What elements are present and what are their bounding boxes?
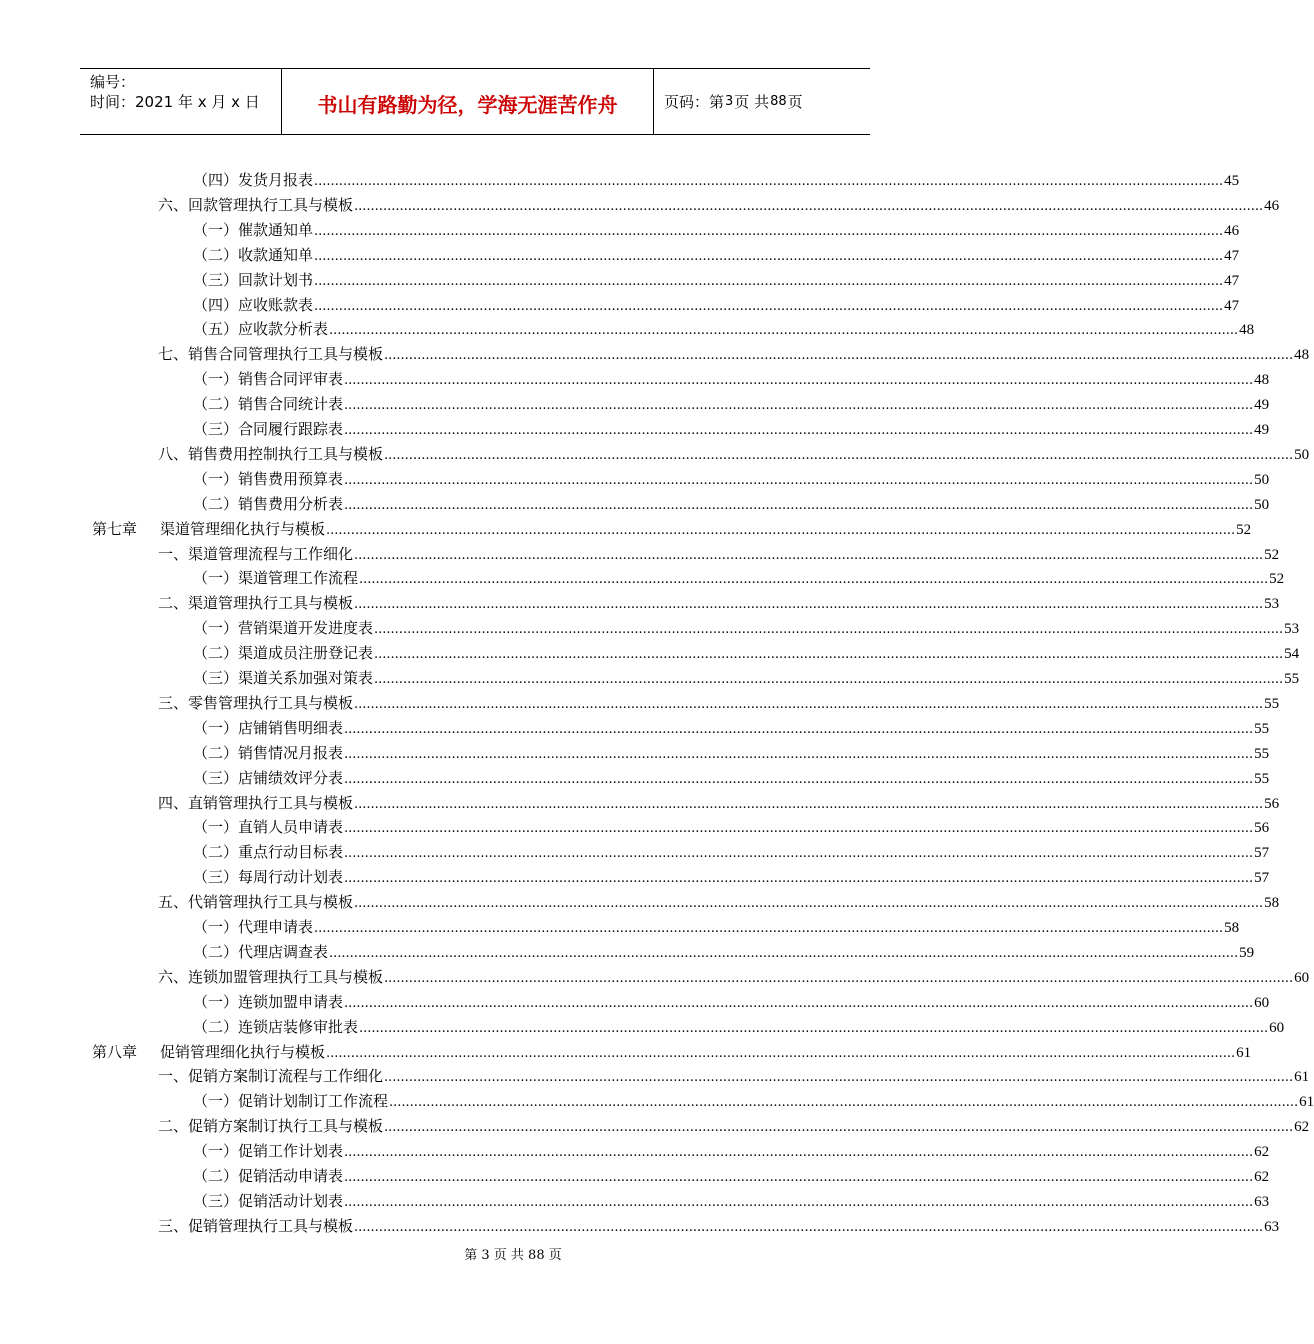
toc-entry[interactable] (193, 293, 1240, 317)
toc-page-number: 59 (1239, 944, 1255, 961)
toc-dot-leader: ............................................................................................................................................................................................................................ (329, 945, 1239, 961)
toc-entry-label: （二）销售合同统计表 (193, 395, 344, 414)
toc-page-number: 57 (1254, 845, 1270, 862)
toc-dot-leader: ............................................................................................................................................................................................................................ (326, 522, 1236, 538)
toc-entry[interactable] (193, 1089, 1314, 1113)
toc-entry-label: （一）店铺销售明细表 (193, 718, 344, 737)
toc-page-number: 60 (1254, 994, 1270, 1011)
toc-entry-title (193, 1089, 388, 1113)
toc-entry-title (193, 616, 373, 640)
page-total: 88 (770, 94, 787, 109)
toc-dot-leader: ............................................................................................................................................................................................................................ (354, 696, 1264, 712)
toc-entry[interactable] (193, 417, 1270, 441)
toc-entry-title (193, 467, 343, 491)
toc-entry-label: 四、直销管理执行工具与模板 (158, 793, 354, 812)
toc-page-number: 49 (1254, 422, 1270, 438)
toc-page-number: 54 (1284, 646, 1300, 663)
toc-page-number: 48 (1294, 347, 1310, 364)
toc-entry-label: （二）促销活动申请表 (193, 1167, 344, 1185)
toc-entry[interactable] (193, 566, 1285, 590)
toc-entry-title (158, 791, 353, 815)
toc-dot-leader: ............................................................................................................................................................................................................................ (344, 871, 1254, 887)
toc-entry[interactable] (193, 218, 1240, 242)
toc-entry[interactable] (158, 342, 1310, 366)
toc-entry-title (193, 741, 343, 765)
toc-entry-title (193, 268, 313, 292)
toc-entry-label: 三、零售管理执行工具与模板 (158, 693, 354, 712)
toc-entry-title (193, 815, 343, 839)
toc-page-number: 63 (1264, 1218, 1280, 1235)
toc-entry-title (193, 218, 313, 242)
toc-entry[interactable] (193, 168, 1240, 192)
toc-dot-leader: ............................................................................................................................................................................................................................ (344, 398, 1254, 414)
toc-entry-title (193, 865, 343, 889)
toc-entry-title (193, 566, 358, 590)
toc-page-number: 58 (1224, 920, 1240, 936)
toc-entry[interactable] (158, 1114, 1310, 1138)
toc-page-number: 56 (1254, 820, 1270, 837)
toc-entry-title (193, 1139, 343, 1163)
page-footer: 第 3 页 共 88 页 (464, 1248, 562, 1263)
toc-entry-title (158, 691, 353, 715)
toc-entry-label: 五、代销管理执行工具与模板 (158, 893, 354, 912)
toc-page-number: 56 (1264, 795, 1280, 812)
toc-dot-leader: ............................................................................................................................................................................................................................ (344, 746, 1254, 762)
toc-entry-title (193, 940, 328, 964)
toc-entry-label: （二）渠道成员注册登记表 (193, 644, 374, 663)
toc-entry-label: （一）直销人员申请表 (193, 818, 344, 837)
toc-entry[interactable] (193, 716, 1270, 740)
toc-entry-label: （一）催款通知单 (193, 220, 314, 239)
document-number-label: 编号： (90, 73, 136, 91)
toc-entry-label: 一、渠道管理流程与工作细化 (158, 544, 354, 563)
page-middle: 页 共 (734, 93, 770, 111)
toc-entry-title (193, 293, 313, 317)
toc-entry-label: （四）发货月报表 (193, 171, 314, 189)
toc-entry-label: （一）连锁加盟申请表 (193, 992, 344, 1011)
toc-dot-leader: ............................................................................................................................................................................................................................ (384, 1120, 1294, 1136)
toc-entry-label: （三）促销活动计划表 (193, 1191, 344, 1210)
toc-dot-leader: ............................................................................................................................................................................................................................ (314, 248, 1224, 264)
toc-page-number: 49 (1254, 397, 1270, 414)
toc-entry[interactable] (158, 591, 1280, 615)
toc-entry[interactable] (193, 766, 1270, 790)
toc-entry-title (158, 1064, 383, 1088)
toc-page-number: 48 (1239, 322, 1255, 339)
toc-dot-leader: ............................................................................................................................................................................................................................ (389, 1095, 1299, 1111)
toc-entry-label: （二）连锁店装修审批表 (193, 1017, 359, 1036)
toc-dot-leader: ............................................................................................................................................................................................................................ (354, 896, 1264, 912)
toc-page-number: 46 (1224, 222, 1240, 239)
toc-entry-label: （一）营销渠道开发进度表 (193, 619, 374, 638)
toc-page-number: 60 (1294, 969, 1310, 986)
toc-page-number: 46 (1264, 197, 1280, 214)
toc-entry-title (158, 965, 383, 989)
toc-entry[interactable] (158, 542, 1280, 566)
toc-entry-title (193, 168, 313, 192)
toc-page-number: 60 (1269, 1019, 1285, 1036)
toc-entry[interactable] (193, 1139, 1270, 1163)
toc-page-number: 55 (1264, 695, 1280, 712)
toc-entry-label: （三）回款计划书 (193, 270, 314, 289)
toc-chapter-number: 第七章 (92, 519, 138, 538)
toc-entry-label: 八、销售费用控制执行工具与模板 (158, 444, 384, 463)
toc-page-number: 47 (1224, 272, 1240, 289)
toc-entry-title (92, 517, 325, 541)
toc-entry-title (193, 716, 343, 740)
toc-dot-leader: ............................................................................................................................................................................................................................ (374, 622, 1284, 638)
toc-entry[interactable] (193, 317, 1255, 341)
toc-dot-leader: ............................................................................................................................................................................................................................ (344, 1194, 1254, 1210)
toc-entry-label: （一）代理申请表 (193, 918, 314, 936)
toc-entry-title (193, 915, 313, 939)
toc-dot-leader: ............................................................................................................................................................................................................................ (344, 423, 1254, 438)
toc-page-number: 55 (1254, 720, 1270, 737)
toc-entry-title (193, 766, 343, 790)
toc-entry-label: （一）促销计划制订工作流程 (193, 1092, 389, 1111)
toc-page-number: 45 (1224, 173, 1240, 189)
toc-entry[interactable] (193, 915, 1240, 939)
toc-page-number: 53 (1284, 621, 1300, 638)
toc-entry[interactable] (193, 492, 1270, 516)
toc-dot-leader: ............................................................................................................................................................................................................................ (344, 1170, 1254, 1185)
toc-dot-leader: ............................................................................................................................................................................................................................ (326, 1045, 1236, 1061)
toc-entry-label: 二、促销方案制订执行工具与模板 (158, 1117, 384, 1136)
toc-entry-label: （五）应收款分析表 (193, 320, 329, 339)
toc-dot-leader: ............................................................................................................................................................................................................................ (359, 572, 1269, 588)
toc-entry-label: （一）渠道管理工作流程 (193, 569, 359, 588)
toc-entry-title (193, 1189, 343, 1213)
toc-entry[interactable] (193, 616, 1300, 640)
toc-page-number: 63 (1254, 1193, 1270, 1210)
toc-chapter-number: 第八章 (92, 1042, 138, 1061)
toc-entry-label: （二）代理店调查表 (193, 942, 329, 961)
toc-entry-title (193, 317, 328, 341)
toc-entry-title (193, 492, 343, 516)
toc-entry-label: 二、渠道管理执行工具与模板 (158, 594, 354, 613)
toc-entry[interactable] (193, 666, 1300, 690)
toc-dot-leader: ............................................................................................................................................................................................................................ (354, 597, 1264, 613)
toc-entry-label: （二）销售费用分析表 (193, 494, 344, 513)
toc-dot-leader: ............................................................................................................................................................................................................................ (354, 547, 1264, 563)
toc-entry-label: （三）合同履行跟踪表 (193, 420, 344, 438)
toc-entry-title (158, 542, 353, 566)
toc-entry-label: （一）销售费用预算表 (193, 469, 344, 488)
toc-dot-leader: ............................................................................................................................................................................................................................ (314, 223, 1224, 239)
toc-dot-leader: ............................................................................................................................................................................................................................ (374, 672, 1284, 687)
toc-page-number: 55 (1254, 745, 1270, 762)
toc-entry[interactable] (193, 741, 1270, 765)
document-time-label: 时间：2021 年 x 月 x 日 (90, 93, 260, 111)
toc-entry[interactable] (193, 243, 1240, 267)
toc-dot-leader: ............................................................................................................................................................................................................................ (354, 796, 1264, 812)
toc-page-number: 62 (1254, 1169, 1270, 1185)
toc-page-number: 61 (1299, 1094, 1314, 1111)
toc-entry[interactable] (158, 691, 1280, 715)
toc-entry-label: （二）收款通知单 (193, 245, 314, 264)
toc-entry-title (158, 342, 383, 366)
toc-dot-leader: ............................................................................................................................................................................................................................ (384, 348, 1294, 364)
toc-dot-leader: ............................................................................................................................................................................................................................ (354, 1219, 1264, 1235)
toc-dot-leader: ............................................................................................................................................................................................................................ (344, 721, 1254, 737)
toc-entry[interactable] (193, 1164, 1270, 1188)
toc-page-number: 61 (1294, 1069, 1310, 1086)
toc-entry[interactable] (158, 791, 1280, 815)
toc-dot-leader: ............................................................................................................................................................................................................................ (314, 174, 1224, 189)
toc-entry-label: （三）渠道关系加强对策表 (193, 669, 374, 687)
toc-entry-label: （一）促销工作计划表 (193, 1142, 344, 1161)
toc-entry[interactable] (193, 940, 1255, 964)
toc-page-number: 50 (1254, 471, 1270, 488)
toc-entry-label: 三、促销管理执行工具与模板 (158, 1216, 354, 1235)
toc-entry-label: 七、销售合同管理执行工具与模板 (158, 345, 384, 364)
toc-entry[interactable] (193, 990, 1270, 1014)
toc-entry-label: 六、回款管理执行工具与模板 (158, 195, 354, 214)
toc-dot-leader: ............................................................................................................................................................................................................................ (344, 373, 1254, 389)
toc-page-number: 62 (1254, 1144, 1270, 1161)
toc-entry[interactable] (193, 1189, 1270, 1213)
header-motto: 书山有路勤为径，学海无涯苦作舟 (282, 69, 654, 134)
toc-entry-title (193, 417, 343, 441)
toc-dot-leader: ............................................................................................................................................................................................................................ (314, 273, 1224, 289)
toc-entry-label: 渠道管理细化执行与模板 (160, 519, 326, 538)
toc-entry-label: （四）应收账款表 (193, 295, 314, 314)
toc-page-number: 48 (1254, 372, 1270, 389)
toc-entry[interactable] (193, 392, 1270, 416)
toc-page-number: 52 (1236, 521, 1252, 538)
toc-dot-leader: ............................................................................................................................................................................................................................ (354, 198, 1264, 214)
toc-dot-leader: ............................................................................................................................................................................................................................ (359, 1020, 1269, 1036)
toc-dot-leader: ............................................................................................................................................................................................................................ (344, 1145, 1254, 1161)
toc-page-number: 53 (1264, 596, 1280, 613)
toc-entry[interactable] (158, 1064, 1310, 1088)
toc-entry-title (193, 641, 373, 665)
toc-entry[interactable] (193, 815, 1270, 839)
toc-entry[interactable] (193, 641, 1300, 665)
toc-entry[interactable] (158, 890, 1280, 914)
toc-entry-label: 六、连锁加盟管理执行工具与模板 (158, 967, 384, 986)
toc-entry-title (193, 990, 343, 1014)
toc-entry[interactable] (158, 1214, 1280, 1238)
toc-dot-leader: ............................................................................................................................................................................................................................ (344, 472, 1254, 488)
toc-entry[interactable] (193, 1015, 1285, 1039)
toc-page-number: 47 (1224, 297, 1240, 314)
toc-entry[interactable] (158, 442, 1310, 466)
toc-entry-title (193, 367, 343, 391)
page-current: 3 (725, 94, 734, 109)
toc-entry-label: 促销管理细化执行与模板 (160, 1042, 326, 1061)
toc-dot-leader: ............................................................................................................................................................................................................................ (329, 323, 1239, 339)
toc-page-number: 61 (1236, 1044, 1252, 1061)
toc-page-number: 57 (1254, 870, 1270, 887)
toc-entry-label: （三）店铺绩效评分表 (193, 768, 344, 787)
toc-dot-leader: ............................................................................................................................................................................................................................ (344, 821, 1254, 837)
toc-entry-title (193, 1015, 358, 1039)
toc-entry-title (158, 591, 353, 615)
toc-entry-title (193, 1164, 343, 1188)
toc-dot-leader: ............................................................................................................................................................................................................................ (344, 995, 1254, 1011)
toc-dot-leader: ............................................................................................................................................................................................................................ (384, 970, 1294, 986)
toc-entry-title (158, 1114, 383, 1138)
toc-entry-title (158, 193, 353, 217)
page-suffix: 页 (787, 93, 803, 111)
toc-entry-label: （二）销售情况月报表 (193, 743, 344, 762)
toc-page-number: 62 (1294, 1119, 1310, 1136)
toc-entry[interactable] (193, 840, 1270, 864)
toc-page-number: 58 (1264, 895, 1280, 912)
page-header (80, 68, 870, 135)
toc-entry[interactable] (92, 1040, 1252, 1064)
toc-dot-leader: ............................................................................................................................................................................................................................ (344, 846, 1254, 862)
toc-entry[interactable] (158, 193, 1280, 217)
toc-entry-title (92, 1040, 325, 1064)
toc-page-number: 55 (1254, 770, 1270, 787)
toc-page-number: 50 (1254, 496, 1270, 513)
header-meta (80, 69, 282, 134)
toc-dot-leader: ............................................................................................................................................................................................................................ (384, 447, 1294, 463)
toc-page-number: 52 (1264, 546, 1280, 563)
toc-dot-leader: ............................................................................................................................................................................................................................ (314, 921, 1224, 936)
toc-dot-leader: ............................................................................................................................................................................................................................ (384, 1070, 1294, 1086)
toc-dot-leader: ............................................................................................................................................................................................................................ (374, 647, 1284, 663)
toc-dot-leader: ............................................................................................................................................................................................................................ (344, 497, 1254, 513)
toc-entry[interactable] (193, 467, 1270, 491)
toc-entry[interactable] (92, 517, 1252, 541)
toc-entry[interactable] (193, 268, 1240, 292)
toc-dot-leader: ............................................................................................................................................................................................................................ (344, 771, 1254, 787)
header-page-info (654, 69, 870, 134)
toc-entry[interactable] (193, 865, 1270, 889)
toc-entry[interactable] (158, 965, 1310, 989)
toc-entry-label: 一、促销方案制订流程与工作细化 (158, 1067, 384, 1086)
toc-page-number: 55 (1284, 671, 1300, 687)
toc-page-number: 50 (1294, 446, 1310, 463)
toc-entry-title (193, 392, 343, 416)
toc-entry-title (158, 442, 383, 466)
toc-entry-title (193, 666, 373, 690)
toc-entry-title (158, 1214, 353, 1238)
toc-entry-title (193, 840, 343, 864)
toc-dot-leader: ............................................................................................................................................................................................................................ (314, 298, 1224, 314)
toc-entry-label: （三）每周行动计划表 (193, 868, 344, 887)
toc-entry-title (193, 243, 313, 267)
toc-page-number: 47 (1224, 247, 1240, 264)
toc-entry-label: （二）重点行动目标表 (193, 843, 344, 862)
toc-entry-label: （一）销售合同评审表 (193, 370, 344, 389)
toc-entry-title (158, 890, 353, 914)
toc-entry[interactable] (193, 367, 1270, 391)
toc-page-number: 52 (1269, 571, 1285, 588)
page-prefix: 页码：第 (664, 93, 725, 111)
